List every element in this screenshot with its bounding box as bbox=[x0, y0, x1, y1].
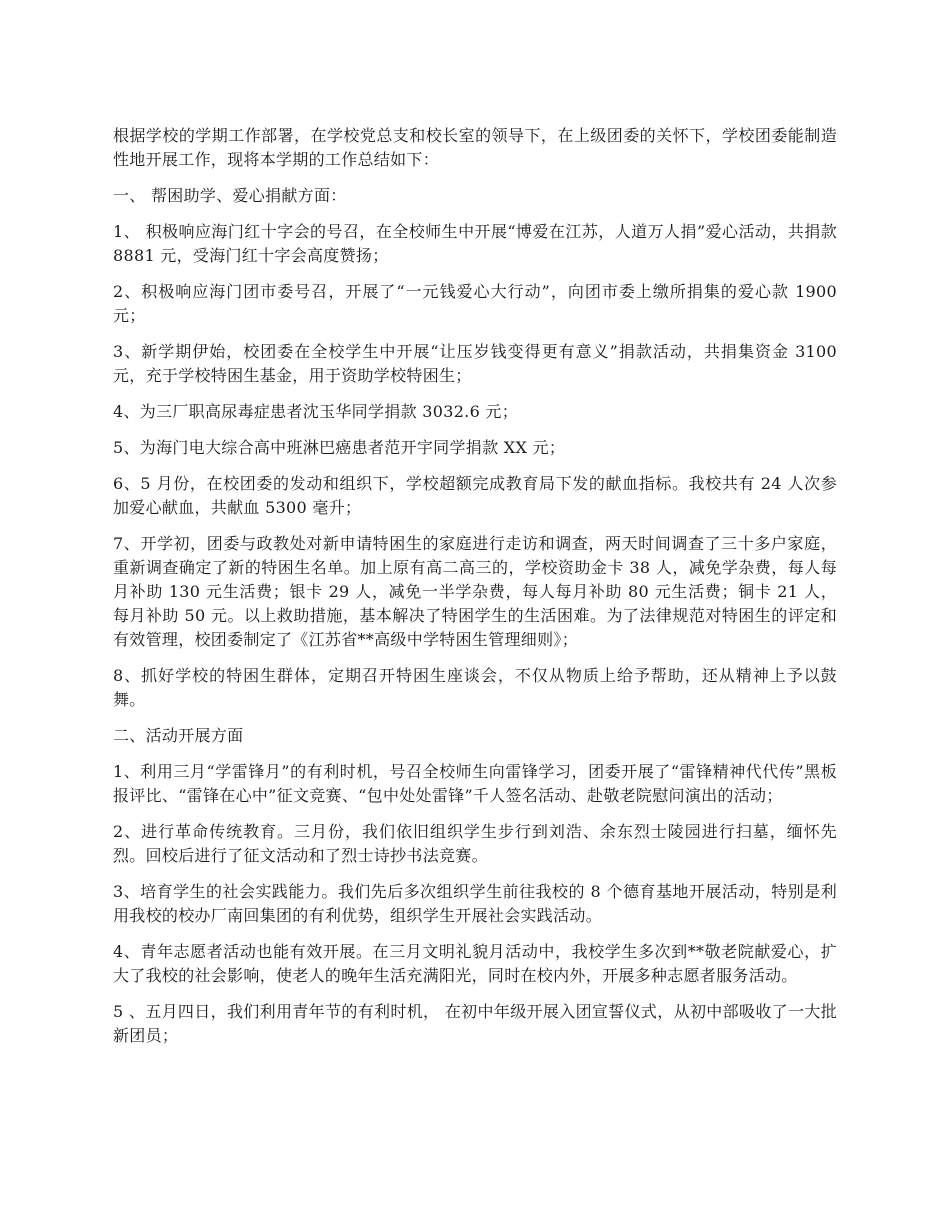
section-heading-2: 二、活动开展方面 bbox=[113, 726, 244, 745]
section-heading-1: 一、 帮困助学、爱心捐献方面： bbox=[113, 186, 347, 205]
list-item: 7、开学初，团委与政教处对新申请特困生的家庭进行走访和调查，两天时间调查了三十多户家庭，重新调查确定了新的特困生名单。加上原有高二高三的，学校资助金卡 38 人，减免学杂费，每人每月补助 130 元生活费；银卡 29 人，减免一半学杂费，每人每月补助 80 元生活费；铜卡 21 人，每月补助 50 元。以上救助措施，基本解决了特困学生的生活困难。为了法律规范对特困生的评定和有效管理，校团委制定了《江苏省**高级中学特困生管理细则》； bbox=[113, 534, 837, 649]
list-item: 2、进行革命传统教育。三月份，我们依旧组织学生步行到刘浩、余东烈士陵园进行扫墓，缅怀先烈。回校后进行了征文活动和了烈士诗抄书法竞赛。 bbox=[113, 822, 837, 865]
list-item: 2、积极响应海门团市委号召，开展了“一元钱爱心大行动”，向团市委上缴所捐集的爱心款 1900 元； bbox=[113, 282, 837, 325]
list-item: 3、培育学生的社会实践能力。我们先后多次组织学生前往我校的 8 个德育基地开展活动，特别是利用我校的校办厂南回集团的有利优势，组织学生开展社会实践活动。 bbox=[113, 882, 837, 925]
document-page bbox=[113, 124, 837, 1060]
list-item: 1、 积极响应海门红十字会的号召，在全校师生中开展“博爱在江苏，人道万人捐”爱心活动，共捐款 8881 元，受海门红十字会高度赞扬； bbox=[113, 222, 837, 265]
list-item: 8、抓好学校的特困生群体，定期召开特困生座谈会，不仅从物质上给予帮助，还从精神上予以鼓舞。 bbox=[113, 666, 837, 709]
list-item: 5 、五月四日，我们利用青年节的有利时机， 在初中年级开展入团宣誓仪式，从初中部吸收了一大批新团员； bbox=[113, 1002, 837, 1045]
list-item: 4、为三厂职高尿毒症患者沈玉华同学捐款 3032.6 元； bbox=[113, 402, 519, 421]
list-item: 1、利用三月“学雷锋月”的有利时机，号召全校师生向雷锋学习，团委开展了“雷锋精神代代传”黑板报评比、“雷锋在心中”征文竞赛、“包中处处雷锋”千人签名活动、赴敬老院慰问演出的活动； bbox=[113, 762, 837, 805]
list-item: 4、青年志愿者活动也能有效开展。在三月文明礼貌月活动中，我校学生多次到**敬老院献爱心，扩大了我校的社会影响，使老人的晚年生活充满阳光，同时在校内外，开展多种志愿者服务活动。 bbox=[113, 942, 837, 985]
list-item: 3、新学期伊始，校团委在全校学生中开展“让压岁钱变得更有意义”捐款活动，共捐集资金 3100 元，充于学校特困生基金，用于资助学校特困生； bbox=[113, 342, 837, 385]
list-item: 6、5 月份，在校团委的发动和组织下，学校超额完成教育局下发的献血指标。我校共有 24 人次参加爱心献血，共献血 5300 毫升； bbox=[113, 474, 837, 517]
list-item: 5、为海门电大综合高中班淋巴癌患者范开宇同学捐款 XX 元； bbox=[113, 438, 566, 457]
intro-paragraph: 根据学校的学期工作部署，在学校党总支和校长室的领导下，在上级团委的关怀下，学校团委能制造性地开展工作，现将本学期的工作总结如下： bbox=[113, 126, 837, 169]
